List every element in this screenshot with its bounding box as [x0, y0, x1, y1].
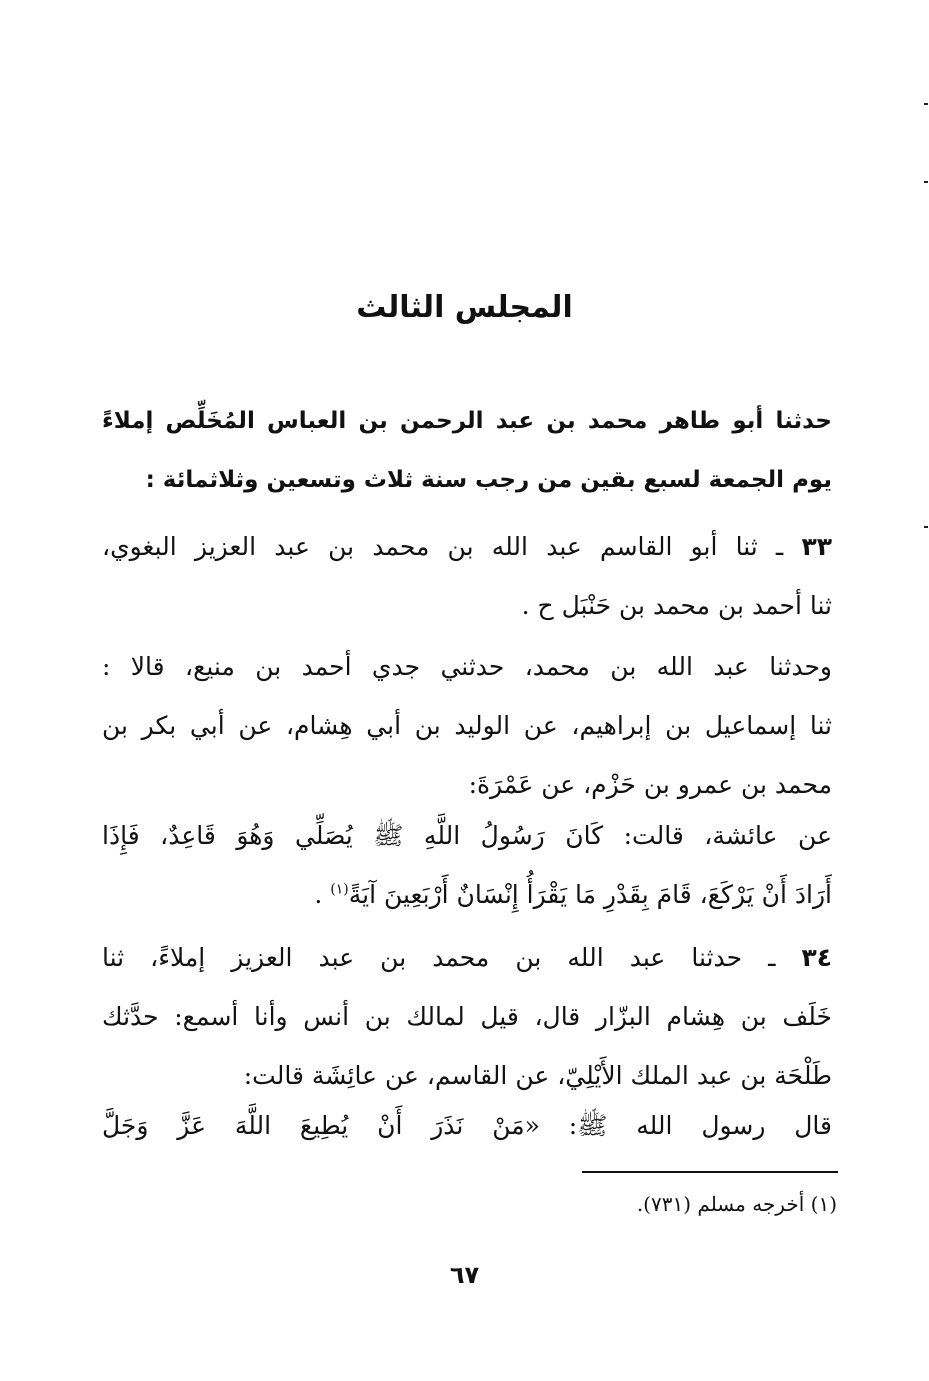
footnote-separator: [582, 1171, 838, 1173]
intro-line-2: يوم الجمعة لسبع بقين من رجب سنة ثلاث وتسعين وثلاثمائة :: [145, 467, 832, 493]
chain-line-1: وحدثنا عبد الله بن محمد، حدثني جدي أحمد بن منيع، قالا :: [102, 652, 832, 681]
text-line-1: عن عائشة، قالت: كَانَ رَسُولُ اللَّهِ ﷺ يُصَلِّي وَهُوَ قَاعِدٌ، فَإِذَا: [102, 821, 832, 850]
footnote: [637, 1187, 837, 1221]
intro-line-1: حدثنا أبو طاهر محمد بن عبد الرحمن بن العباس المُخَلِّص إملاءً: [102, 408, 832, 434]
chain-line-2: ثنا إسماعيل بن إبراهيم، عن الوليد بن أبي هِشام، عن أبي بكر بن: [102, 711, 832, 740]
text-line-2-text: أَرَادَ أَنْ يَرْكَعَ، قَامَ بِقَدْرِ مَا يَقْرَأُ إِنْسَانٌ أَرْبَعِينَ آيَةً: [348, 880, 832, 909]
chain-paragraph: [102, 637, 832, 814]
hadith-34-line-1: [102, 928, 832, 987]
footnote-mark: (١): [810, 1192, 837, 1216]
hadith-number: ٣٤: [801, 943, 832, 972]
text-line-2: [102, 865, 832, 924]
hadith-34-line-1-text: ـ حدثنا عبد الله بن محمد بن عبد العزيز إملاءً، ثنا: [102, 943, 776, 972]
margin-mark: [924, 103, 928, 105]
hadith-number: ٣٣: [801, 532, 832, 561]
hadith-33-line-2: ثنا أحمد بن محمد بن حَنْبَل ح .: [521, 591, 832, 620]
chain-line-3: محمد بن عمرو بن حَزْم، عن عَمْرَةَ:: [468, 770, 832, 799]
margin-mark: [924, 526, 928, 528]
text-paragraph-aisha: [102, 806, 832, 924]
hadith-34-line-2: خَلَف بن هِشام البزّار قال، قيل لمالك بن أنس وأنا أسمع: حدَّثك: [102, 1002, 832, 1031]
hadith-34-line-3: طَلْحَة بن عبد الملك الأَيْلِيّ، عن القاسم، عن عائِشَة قالت:: [243, 1061, 832, 1090]
hadith-33-paragraph: [102, 517, 832, 635]
footnote-reference: (١): [330, 881, 349, 898]
page-title: المجلس الثالث: [356, 290, 573, 325]
intro-paragraph: [102, 392, 832, 510]
prophet-saying-paragraph: [102, 1096, 832, 1155]
text-line-2-end: .: [314, 880, 331, 909]
prophet-saying-line-1: قال رسول الله ﷺ: «مَنْ نَذَرَ أَنْ يُطِيعَ اللَّهَ عَزَّ وَجَلَّ: [102, 1111, 832, 1140]
hadith-33-line-1: [102, 517, 832, 576]
hadith-33-line-1-text: ـ ثنا أبو القاسم عبد الله بن محمد بن عبد العزيز البغوي،: [102, 532, 784, 561]
page-number: ٦٧: [449, 1261, 480, 1289]
footnote-text: أخرجه مسلم (٧٣١).: [636, 1192, 805, 1216]
hadith-34-paragraph: [102, 928, 832, 1105]
margin-mark: [924, 181, 928, 183]
